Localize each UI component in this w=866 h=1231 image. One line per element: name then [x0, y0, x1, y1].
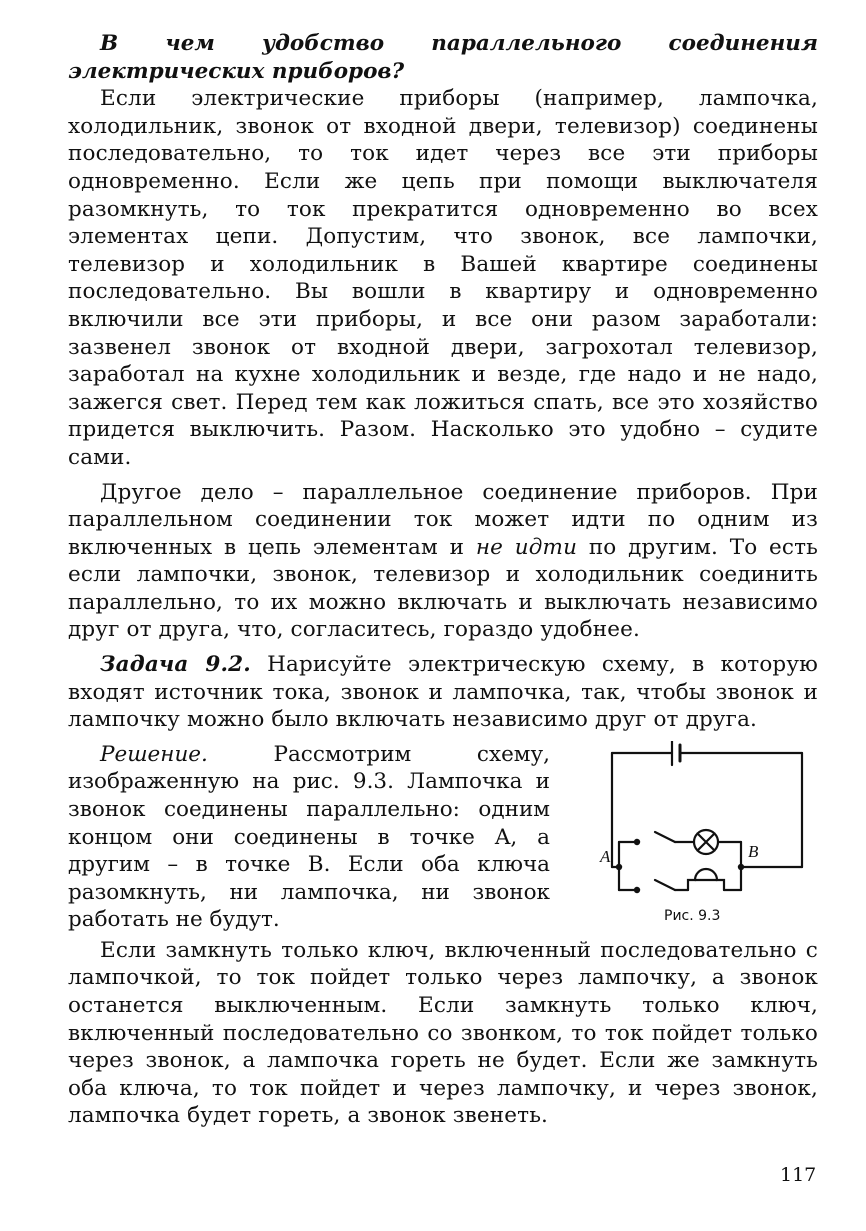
paragraph-conclusion: Если замкнуть только ключ, включенный последовательно с лампочкой, то ток пойдет только через лампочку, а звонок останется выключенным. Если замкнуть только ключ, включенный последовательно со звонком, то ток пойдет только через звонок, а лампочка гореть не будет. Если же замкнуть оба ключа, то ток пойдет и через лампочку, и через звонок, лампочка будет гореть, а звонок звенеть.: [68, 937, 818, 1129]
circuit-figure: [576, 741, 814, 937]
page: [68, 30, 818, 1210]
solution-text: Рассмотрим схему, изображенную на рис. 9.3. Лампочка и звонок соединены параллельно: одним концом они соединены в точке A, а другим – в точке B. Если оба ключа разомкнуть, ни лампочка, ни звонок работать не будут.: [68, 741, 550, 933]
figure-caption: Рис. 9.3: [664, 907, 721, 924]
task-label: Задача 9.2.: [100, 652, 251, 678]
label-node-b: B: [748, 841, 759, 861]
paragraph-parallel-text-1: Другое дело – параллельное соединение приборов. При параллельном соединении ток может идти по одним из включенных в цепь элементам и: [68, 479, 818, 560]
switch-bell-blade: [655, 880, 675, 890]
paragraph-parallel-text-2: по другим. То есть если лампочки, звонок, телевизор и холодильник соединить параллельно, то их можно включать и выключать независимо друг от друга, что, согласитесь, гораздо удобнее.: [68, 534, 818, 643]
switch-bell-contact-left: [634, 887, 640, 893]
paragraph-parallel-emphasis: не идти: [475, 534, 578, 560]
section-heading: В чем удобство параллельного соединения электрических приборов?: [68, 31, 818, 84]
node-a-dot: [616, 864, 622, 870]
paragraph-series-connection: Если электрические приборы (например, лампочка, холодильник, звонок от входной двери, телевизор) соединены последовательно, то ток идет через все эти приборы одновременно. Если же цепь при помощи выключателя разомкнуть, то ток прекратится одновременно во всех элементах цепи. Допустим, что звонок, все лампочки, телевизор и холодильник в Вашей квартире соединены последовательно. Вы вошли в квартиру и одновременно включили все эти приборы, и все они разом заработали: зазвенел звонок от входной двери, загрохотал телевизор, заработал на кухне холодильник и везде, где надо и не надо, зажегся свет. Перед тем как ложиться спать, все это хозяйство придется выключить. Разом. Насколько это удобно – судите сами.: [68, 86, 818, 470]
switch-lamp-contact-left: [634, 839, 640, 845]
circuit-diagram: [576, 741, 814, 911]
task-text: Нарисуйте электрическую схему, в которую входят источник тока, звонок и лампочка, так, чтобы звонок и лампочку можно было включать независимо друг от друга.: [68, 652, 818, 733]
solution-paragraph: [68, 741, 550, 934]
solution-block: [68, 741, 818, 937]
node-b-dot: [738, 864, 744, 870]
paragraph-parallel-connection: [68, 479, 818, 645]
task-paragraph: [68, 651, 818, 734]
label-node-a: A: [600, 846, 611, 866]
page-number: 117: [780, 1164, 817, 1186]
solution-label: Решение.: [100, 741, 208, 767]
switch-lamp-blade: [655, 832, 675, 842]
